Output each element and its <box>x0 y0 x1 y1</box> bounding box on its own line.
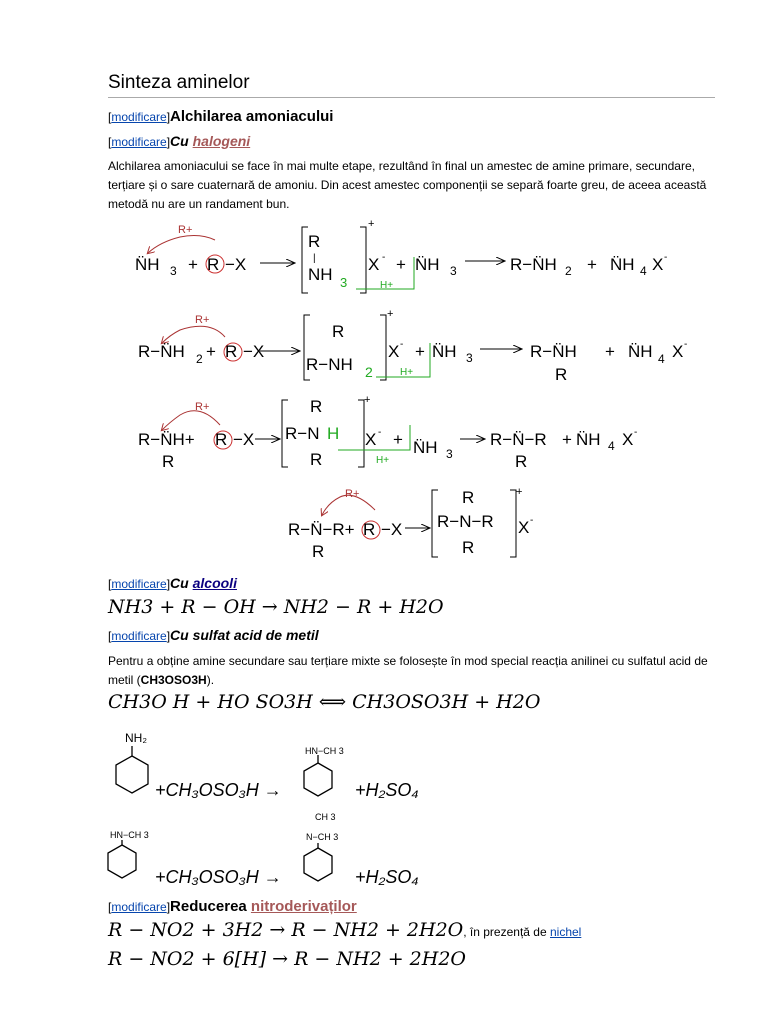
svg-text:3: 3 <box>340 275 348 290</box>
svg-text:3: 3 <box>450 264 457 278</box>
svg-text:R: R <box>310 397 323 416</box>
svg-text:H+: H+ <box>400 367 414 378</box>
subsection-heading-alcooli: [modificare]Cu alcooli <box>108 575 237 591</box>
svg-text:NH₂: NH₂ <box>125 731 147 745</box>
svg-text:+CH₃OSO₃H →: +CH₃OSO₃H → <box>155 780 282 800</box>
svg-text:-: - <box>400 339 404 350</box>
svg-text:R−N̈H: R−N̈H <box>530 342 577 361</box>
title-divider <box>108 97 715 98</box>
svg-text:+: + <box>387 308 394 320</box>
svg-text:R−N̈H: R−N̈H <box>138 342 185 361</box>
svg-text:+CH₃OSO₃H →: +CH₃OSO₃H → <box>155 867 282 887</box>
subsection-heading-halogeni: [modificare]Cu halogeni <box>108 133 251 149</box>
svg-text:CH 3: CH 3 <box>315 812 336 822</box>
svg-text:H+: H+ <box>376 455 390 466</box>
alkylation-reaction-scheme <box>100 215 720 570</box>
svg-text:+: + <box>206 342 216 361</box>
sulfat-equation: CH3O H + HO SO3H ⟺ CH3OSO3H + H2O <box>108 691 541 713</box>
paragraph-sulfat: Pentru a obține amine secundare sau terțiare mixte se folosește în mod special reacția anilinei cu sulfatul acid de metil (CH3OSO3H). <box>108 654 708 687</box>
svg-text:N̈H: N̈H <box>413 438 438 457</box>
svg-text:+: + <box>364 394 371 406</box>
svg-text:-: - <box>664 252 668 263</box>
edit-link[interactable]: modificare <box>111 110 167 124</box>
svg-text:−X: −X <box>225 255 247 274</box>
svg-text:N̈H: N̈H <box>628 342 653 361</box>
svg-text:-: - <box>684 339 688 350</box>
svg-text:3: 3 <box>170 264 177 278</box>
svg-text:X: X <box>652 255 664 274</box>
svg-text:N̈H: N̈H <box>576 430 601 449</box>
svg-text:−X: −X <box>233 430 255 449</box>
svg-text:R+: R+ <box>195 401 210 413</box>
svg-text:HN−CH 3: HN−CH 3 <box>305 746 344 756</box>
svg-text:R: R <box>462 538 475 557</box>
nichel-link[interactable]: nichel <box>549 925 582 939</box>
page-title: Sinteza aminelor <box>108 72 250 93</box>
svg-text:R−N̈H+: R−N̈H+ <box>138 430 195 449</box>
halogeni-link[interactable]: halogeni <box>192 133 251 149</box>
alcooli-equation: NH3 + R − OH → NH2 − R + H2O <box>108 596 444 618</box>
svg-text:R: R <box>215 430 228 449</box>
svg-text:R: R <box>207 255 220 274</box>
svg-text:R: R <box>332 322 345 341</box>
svg-text:+: + <box>396 255 406 274</box>
svg-text:R−N̈−R: R−N̈−R <box>490 430 547 449</box>
svg-text:-: - <box>382 252 386 263</box>
svg-text:-: - <box>530 515 534 526</box>
svg-text:R: R <box>462 488 475 507</box>
reduction-equation-2: R − NO2 + 6[H] → R − NH2 + 2H2O <box>108 948 466 970</box>
svg-text:2: 2 <box>365 364 373 380</box>
svg-text:X: X <box>368 255 380 274</box>
svg-text:NH: NH <box>308 265 333 284</box>
edit-link[interactable]: modificare <box>111 629 167 643</box>
svg-text:N̈H: N̈H <box>415 255 440 274</box>
svg-text:H+: H+ <box>380 280 394 291</box>
svg-text:R: R <box>225 342 238 361</box>
edit-link[interactable]: modificare <box>111 900 167 914</box>
svg-text:R: R <box>555 365 568 384</box>
svg-text:+H₂SO₄: +H₂SO₄ <box>355 867 419 887</box>
section-heading-alchilarea <box>108 108 333 126</box>
section-title: Alchilarea amoniacului <box>170 108 334 125</box>
svg-text:R−NH: R−NH <box>306 355 353 374</box>
svg-text:4: 4 <box>658 352 665 366</box>
svg-text:X: X <box>365 430 377 449</box>
edit-link[interactable]: modificare <box>111 135 167 149</box>
svg-text:+: + <box>368 218 375 230</box>
svg-text:R−N̈H: R−N̈H <box>510 255 557 274</box>
subsection-heading-sulfat: [modificare]Cu sulfat acid de metil <box>108 627 319 643</box>
svg-text:N−CH 3: N−CH 3 <box>306 832 339 842</box>
svg-text:+: + <box>415 342 425 361</box>
svg-text:HN−CH 3: HN−CH 3 <box>110 830 149 840</box>
svg-text:+: + <box>562 430 572 449</box>
svg-text:R+: R+ <box>195 314 210 326</box>
aniline-reaction-scheme <box>100 728 440 898</box>
svg-text:+: + <box>188 255 198 274</box>
svg-text:-: - <box>378 427 382 438</box>
svg-text:4: 4 <box>608 439 615 453</box>
svg-text:X: X <box>622 430 634 449</box>
svg-text:+: + <box>393 430 403 449</box>
svg-text:2: 2 <box>196 352 203 366</box>
svg-text:R+: R+ <box>345 488 360 500</box>
svg-text:+H₂SO₄: +H₂SO₄ <box>355 780 419 800</box>
svg-text:3: 3 <box>446 447 453 461</box>
svg-text:R: R <box>363 520 376 539</box>
svg-text:-: - <box>634 427 638 438</box>
svg-text:R: R <box>310 450 323 469</box>
svg-text:R+: R+ <box>178 224 193 236</box>
svg-text:R: R <box>515 452 528 471</box>
svg-text:R−N: R−N <box>285 424 320 443</box>
svg-text:−X: −X <box>381 520 403 539</box>
svg-text:N̈H: N̈H <box>432 342 457 361</box>
svg-text:2: 2 <box>565 264 572 278</box>
svg-text:R−N−R: R−N−R <box>437 512 494 531</box>
nitroderivati-link[interactable]: nitroderivaților <box>250 898 357 915</box>
svg-text:+: + <box>605 342 615 361</box>
svg-text:R−N̈−R+: R−N̈−R+ <box>288 520 355 539</box>
edit-link[interactable]: modificare <box>111 577 167 591</box>
paragraph-alchilarea: Alchilarea amoniacului se face în mai multe etape, rezultând în final un amestec de amine primare, secundare, terțiare și o sare cuaternară de amoniu. Din acest amestec componenții se separă foarte greu, de aceea această metodă nu are un randament bun. <box>108 159 707 211</box>
svg-text:N̈H: N̈H <box>610 255 635 274</box>
alcooli-link[interactable]: alcooli <box>192 575 237 591</box>
svg-text:4: 4 <box>640 264 647 278</box>
svg-text:H: H <box>327 424 340 443</box>
section-heading-reducerea: [modificare]Reducerea nitroderivaților <box>108 898 357 915</box>
svg-text:X: X <box>672 342 684 361</box>
svg-text:X: X <box>518 518 530 537</box>
svg-text:R: R <box>312 542 325 561</box>
svg-text:3: 3 <box>466 351 473 365</box>
sulfat-formula: CH3OSO3H <box>140 673 207 687</box>
svg-text:+: + <box>587 255 597 274</box>
svg-text:R: R <box>162 452 175 471</box>
svg-text:N̈H: N̈H <box>135 255 160 274</box>
svg-text:+: + <box>516 486 523 498</box>
svg-text:|: | <box>313 253 316 264</box>
reduction-equation-1: R − NO2 + 3H2 → R − NH2 + 2H2O, în prezență de nichel <box>108 919 582 941</box>
svg-text:X: X <box>388 342 400 361</box>
edit-link-wrapper: [modificare] <box>108 110 171 124</box>
svg-text:R: R <box>308 232 321 251</box>
svg-text:−X: −X <box>243 342 265 361</box>
